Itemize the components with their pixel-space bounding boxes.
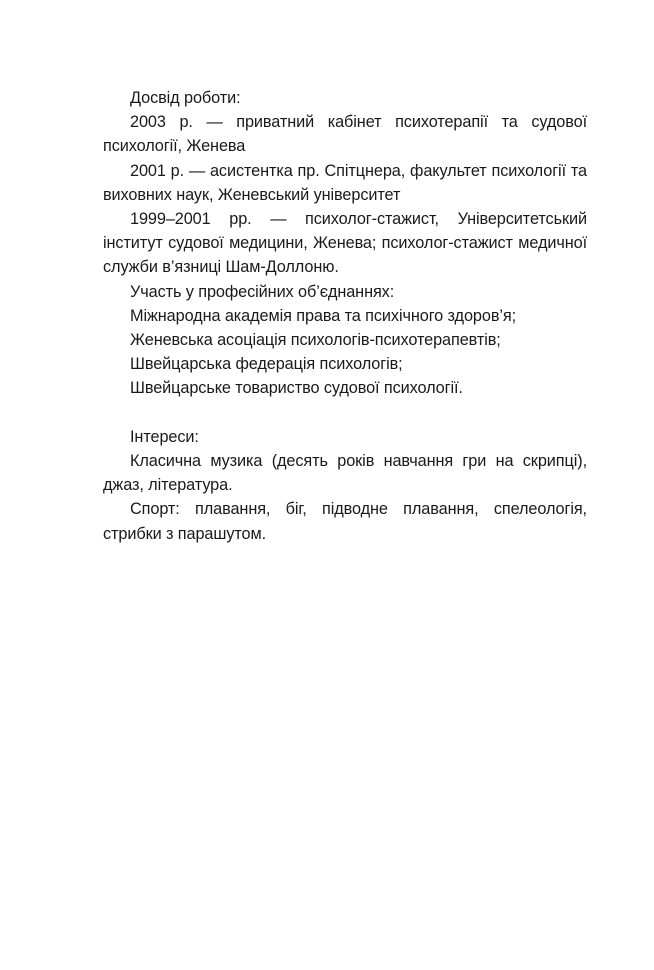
interest-entry: Класична музика (десять років навчання гри на скрипці), джаз, література. — [103, 452, 587, 495]
experience-heading: Досвід роботи: — [130, 89, 241, 107]
membership-entry: Женевська асоціація психологів-психотерапевтів; — [130, 331, 501, 350]
membership-entry: Швейцарська федерація психологів; — [130, 355, 403, 374]
experience-entry: 2003 р. — приватний кабінет психотерапії та судової психології, Женева — [103, 113, 587, 156]
resume-text — [103, 86, 587, 546]
interests-heading: Інтереси: — [130, 427, 199, 446]
experience-entry: 1999–2001 рр. — психолог-стажист, Університетський інститут судової медицини, Женева; психолог-стажист медичної служби в’язниці Шам-Доллоню. — [103, 210, 587, 277]
interest-entry: Спорт: плавання, біг, підводне плавання, спелеологія, стрибки з парашутом. — [103, 500, 587, 543]
membership-entry: Швейцарське товариство судової психології. — [130, 379, 463, 398]
memberships-heading: Участь у професійних об’єднаннях: — [130, 282, 395, 301]
membership-entry: Міжнародна академія права та психічного здоров’я; — [130, 306, 517, 325]
experience-entry: 2001 р. — асистентка пр. Спітцнера, факультет психології та виховних наук, Женевський університет — [103, 161, 587, 204]
section-spacer — [103, 401, 587, 425]
